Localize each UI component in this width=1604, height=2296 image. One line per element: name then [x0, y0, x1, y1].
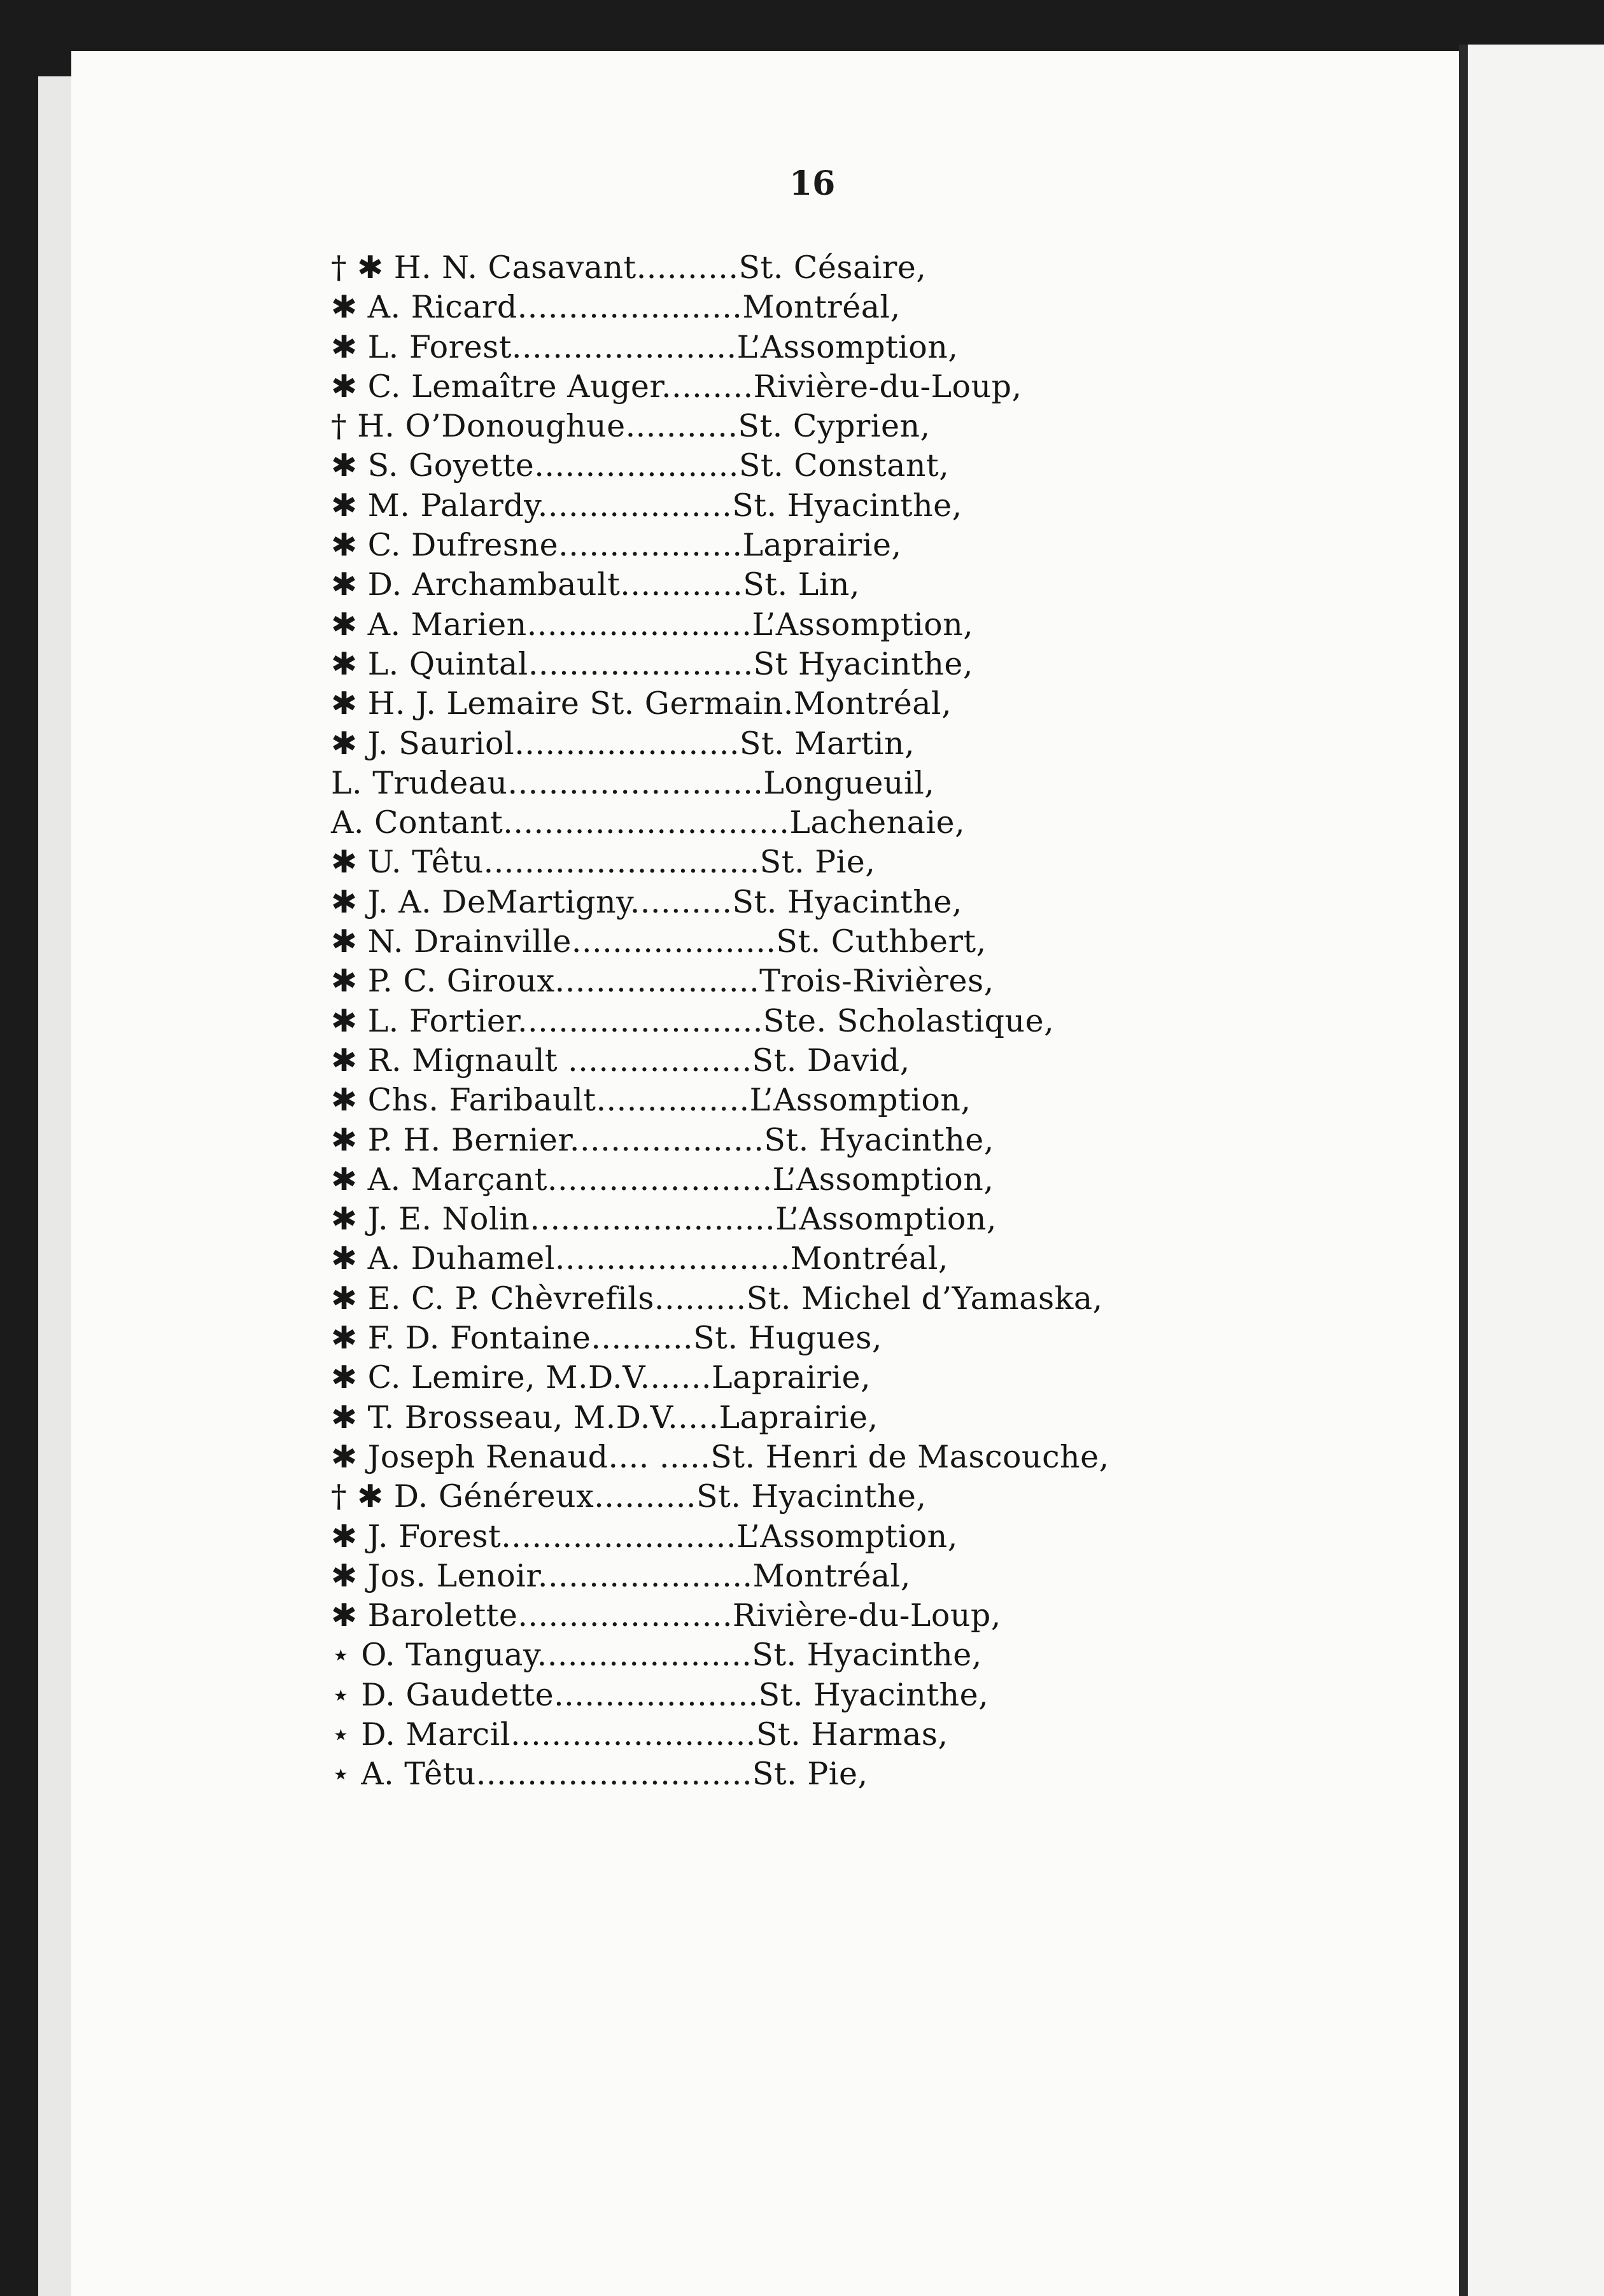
list-item: † ✱ H. N. Casavant..........St. Césaire,: [331, 249, 927, 286]
list-item: ✱ C. Lemire, M.D.V.......Laprairie,: [331, 1359, 871, 1396]
list-item: ✱ P. H. Bernier...................St. Hyacinthe,: [331, 1121, 994, 1158]
list-item: ✱ A. Marien......................L’Assomption,: [331, 606, 974, 643]
list-item: ✱ L. Fortier........................Ste. Scholastique,: [331, 1002, 1055, 1039]
list-item: ✱ D. Archambault............St. Lin,: [331, 566, 860, 603]
list-item: ✱ A. Ricard......................Montréal,: [331, 289, 901, 326]
name-list: [331, 248, 1381, 1795]
list-item: † H. O’Donoughue...........St. Cyprien,: [331, 408, 931, 445]
list-item: ⋆ O. Tanguay.....................St. Hyacinthe,: [331, 1637, 982, 1674]
list-item: ✱ A. Marçant......................L’Assomption,: [331, 1161, 994, 1198]
list-item: ✱ U. Têtu...........................St. Pie,: [331, 844, 876, 881]
list-item: ✱ H. J. Lemaire St. Germain.Montréal,: [331, 685, 952, 722]
list-item: ✱ L. Quintal......................St Hyacinthe,: [331, 645, 973, 682]
list-item: ✱ S. Goyette....................St. Constant,: [331, 447, 950, 484]
list-item: ✱ L. Forest......................L’Assomption,: [331, 328, 959, 365]
list-item: ⋆ D. Gaudette....................St. Hyacinthe,: [331, 1676, 989, 1713]
list-item: ✱ P. C. Giroux....................Trois-Rivières,: [331, 963, 994, 1000]
list-item: A. Contant............................Lachenaie,: [331, 804, 966, 841]
list-item: ✱ M. Palardy...................St. Hyacinthe,: [331, 487, 962, 524]
list-item: ✱ J. Forest.......................L’Assomption,: [331, 1518, 958, 1555]
list-item: ✱ F. D. Fontaine..........St. Hugues,: [331, 1320, 882, 1357]
list-item: ✱ C. Dufresne..................Laprairie,: [331, 527, 902, 564]
list-item: ✱ Chs. Faribault...............L’Assomption,: [331, 1082, 971, 1119]
list-item: ✱ J. A. DeMartigny..........St. Hyacinthe,: [331, 883, 963, 920]
list-item: ✱ T. Brosseau, M.D.V.....Laprairie,: [331, 1399, 878, 1436]
binding-edge: [1459, 45, 1468, 2296]
list-item: ✱ J. E. Nolin........................L’Assomption,: [331, 1201, 997, 1238]
list-item: ✱ Joseph Renaud.... .....St. Henri de Mascouche,: [331, 1438, 1109, 1475]
list-item: ✱ C. Lemaître Auger.........Rivière-du-Loup,: [331, 368, 1022, 405]
list-item: ✱ R. Mignault ..................St. David,: [331, 1042, 910, 1079]
list-item: ✱ J. Sauriol......................St. Martin,: [331, 725, 915, 762]
list-item: ✱ E. C. P. Chèvrefils.........St. Michel d’Yamaska,: [331, 1280, 1103, 1317]
list-item: L. Trudeau.........................Longueuil,: [331, 764, 935, 801]
list-item: ✱ Barolette.....................Rivière-du-Loup,: [331, 1597, 1001, 1634]
list-item: ✱ N. Drainville....................St. Cuthbert,: [331, 923, 987, 960]
facing-page-edge: [1468, 45, 1604, 2296]
list-item: ⋆ D. Marcil........................St. Harmas,: [331, 1716, 948, 1753]
list-item: ✱ A. Duhamel.......................Montréal,: [331, 1240, 948, 1277]
page-number: 16: [789, 164, 836, 203]
list-item: ✱ Jos. Lenoir.....................Montréal,: [331, 1557, 911, 1594]
list-item: ⋆ A. Têtu...........................St. Pie,: [331, 1756, 868, 1793]
list-item: † ✱ D. Généreux..........St. Hyacinthe,: [331, 1478, 927, 1515]
